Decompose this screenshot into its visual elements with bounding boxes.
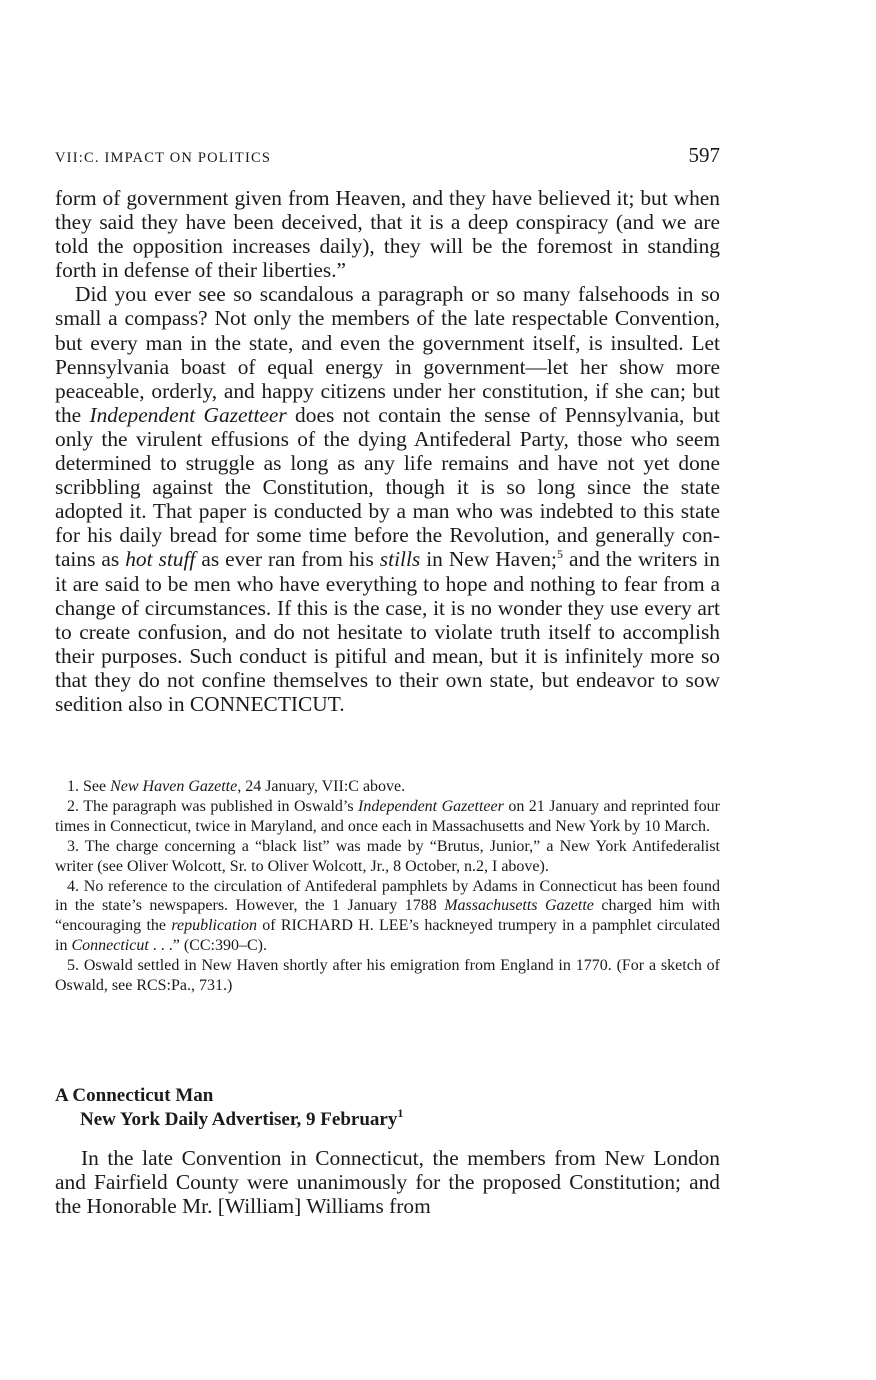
italic-run: republication <box>171 917 257 935</box>
footnote-4 <box>55 877 720 957</box>
article-paragraph: In the late Convention in Connecticut, the members from New London and Fairfield County were unanimously for the proposed Constitution; and the Honorable Mr. [William] Williams from <box>55 1146 720 1219</box>
footnote-2 <box>55 797 720 837</box>
footnote-ref: 1 <box>397 1106 404 1120</box>
paragraph-continued: form of government given from Heaven, and they have believed it; but when they said they have been deceived, that it is a deep conspiracy (and we are told the opposition increases daily), they will be the foremost in standing forth in defense of their liberties.” <box>55 186 720 283</box>
paragraph <box>55 282 720 716</box>
text-run: 2. The paragraph was published in Oswald’s <box>67 797 359 815</box>
italic-run: Massachusetts Gazette <box>444 897 594 915</box>
italic-run: stills <box>379 547 421 572</box>
text-run: does not contain the sense of Pennsylvania, but only the virulent effusions of the dying Antifederal Party, those who seem determined to struggle as long as any life remains and have not yet done scribbling against the Constitution, though it is so long since the state adopted it. That paper is conducted by a man who was indebted to this state for his daily bread for some time before the Revolution, and generally contains as <box>55 402 720 572</box>
text-run: of RICHARD H. LEE’s hackneyed trumpery in a pamphlet circulated in <box>55 917 721 955</box>
footnote-1 <box>55 777 720 797</box>
italic-run: New Haven Gazette, <box>110 778 242 795</box>
footnote-5: 5. Oswald settled in New Haven shortly after his emigration from England in 1770. (For a sketch of Oswald, see RCS:Pa., 731.) <box>55 957 720 995</box>
text-run: 24 January, VII:C above. <box>241 778 406 795</box>
footnote-3: 3. The charge concerning a “black list” was made by “Brutus, Junior,” a New York Antifederalist writer (see Oliver Wolcott, Sr. to Oliver Wolcott, Jr., 8 October, n.2, I above). <box>55 837 720 875</box>
italic-run: Independent Gazetteer <box>358 797 504 815</box>
running-head <box>55 143 720 168</box>
text-run: charged him with “encouraging the <box>55 897 720 935</box>
text-run: on 21 January and reprinted four times in Connecticut, twice in Maryland, and once each in Massachusetts and New York by 10 March. <box>55 797 721 835</box>
article-source <box>80 1108 720 1132</box>
text-run: 1. See <box>67 778 111 795</box>
text-run: . . .” (CC:390–C). <box>148 937 267 955</box>
text-run: Did you ever see so scandalous a paragraph or so many falsehoods in so small a compass? Not only the members of the late respectable Convention, but every man in the state, and even the government itself, is insulted. Let Pennsylvania boast of equal energy in government—let her show more peaceable, orderly, and happy citizens under her constitution, if she can; but the <box>55 282 720 427</box>
text-run: as ever ran from his <box>195 547 380 572</box>
italic-run: hot stuff <box>125 547 196 572</box>
article-body <box>55 1146 720 1218</box>
page-number: 597 <box>688 143 720 167</box>
text-run: and the writers in it are said to be men who have everything to hope and nothing to fear from a change of circumstances. If this is the case, it is no wonder they use every art to create confusion, and do not hesitate to violate truth itself to accomplish their purposes. Such conduct is pitiful and mean, but it is infinitely more so that they do not confine themselves to their own state, but endeavor to sow sedition also in CONNECTICUT. <box>55 547 720 716</box>
italic-run: Connecticut <box>71 937 149 955</box>
footnotes <box>55 777 720 996</box>
text-run: 4. No reference to the circulation of Antifederal pamphlets by Adams in Connecticut has been found in the state’s newspapers. However, the 1 January 1788 <box>55 877 720 915</box>
text-run: in New Haven; <box>420 547 557 572</box>
main-text <box>55 186 720 716</box>
section-title: VII:C. IMPACT ON POLITICS <box>55 150 272 166</box>
source-text: New York Daily Advertiser, 9 February <box>80 1109 398 1130</box>
footnote-ref: 5 <box>556 547 563 562</box>
italic-run: Independent Gazetteer <box>89 402 287 427</box>
article-title: A Connecticut Man <box>55 1085 214 1106</box>
